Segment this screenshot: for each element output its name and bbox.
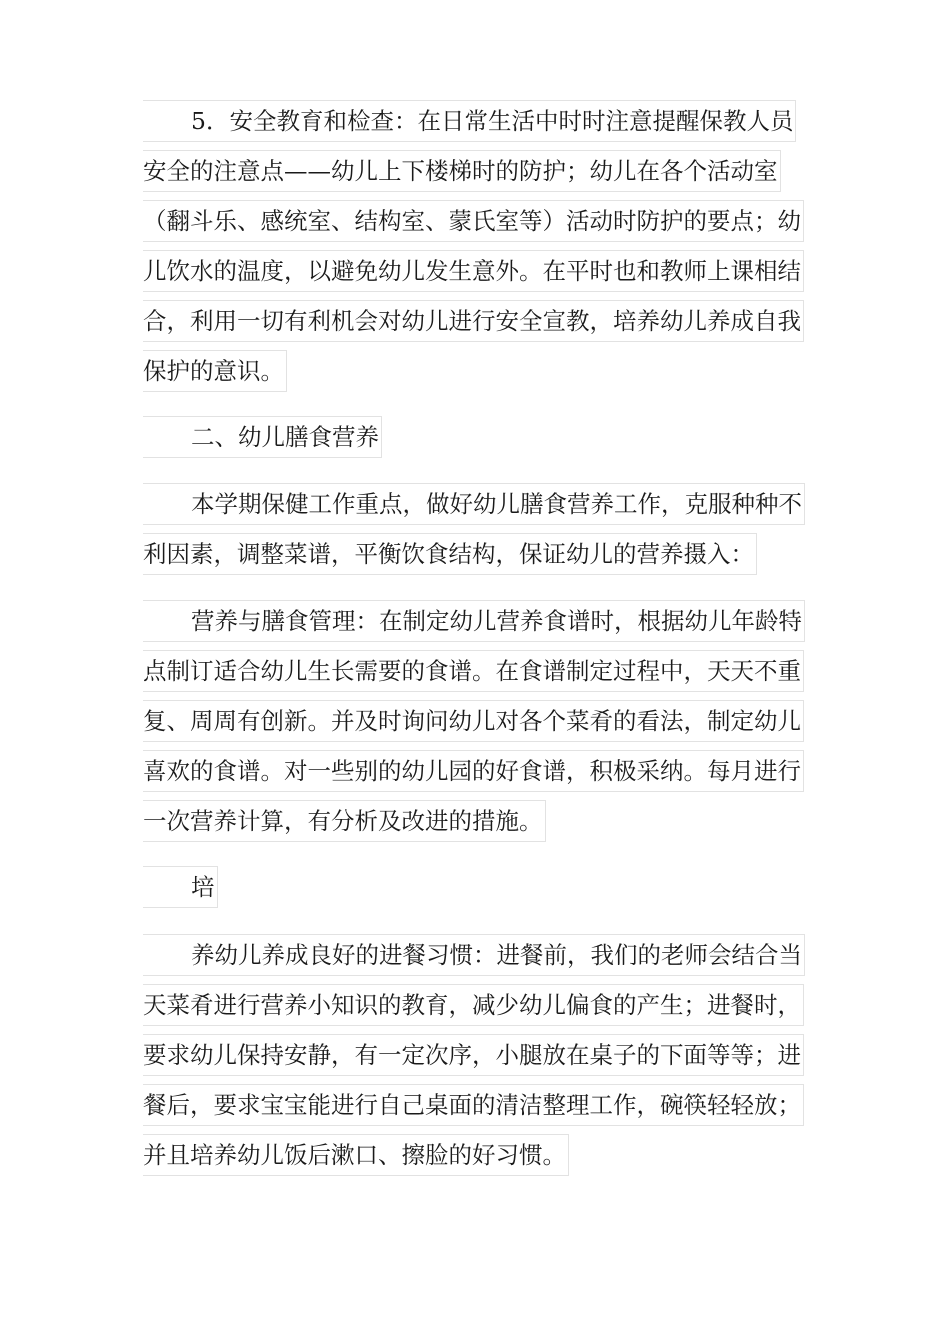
section-heading-nutrition — [143, 412, 823, 462]
text-line: 儿饮水的温度，以避免幼儿发生意外。在平时也和教师上课相结 — [143, 246, 823, 296]
text-line: 点制订适合幼儿生长需要的食谱。在食谱制定过程中，天天不重 — [143, 646, 823, 696]
text-line: 并且培养幼儿饭后漱口、擦脸的好习惯。 — [143, 1130, 823, 1180]
paragraph-nutrition-focus — [143, 479, 823, 579]
text-line: 餐后，要求宝宝能进行自己桌面的清洁整理工作，碗筷轻轻放； — [143, 1080, 823, 1130]
text-line: 营养与膳食管理：在制定幼儿营养食谱时，根据幼儿年龄特 — [143, 596, 823, 646]
text-line: 本学期保健工作重点，做好幼儿膳食营养工作，克服种种不 — [143, 479, 823, 529]
text-line: 合，利用一切有利机会对幼儿进行安全宣教，培养幼儿养成自我 — [143, 296, 823, 346]
text-line: 养幼儿养成良好的进餐习惯：进餐前，我们的老师会结合当 — [143, 930, 823, 980]
text-line: 保护的意识。 — [143, 346, 823, 396]
paragraph-eating-habits — [143, 930, 823, 1180]
text-line: 安全的注意点——幼儿上下楼梯时的防护；幼儿在各个活动室 — [143, 146, 823, 196]
text-line: （翻斗乐、感统室、结构室、蒙氏室等）活动时防护的要点；幼 — [143, 196, 823, 246]
text-line: 5．安全教育和检查：在日常生活中时时注意提醒保教人员 — [143, 96, 823, 146]
text-line: 培 — [143, 862, 823, 912]
paragraph-fragment — [143, 862, 823, 912]
text-line: 二、幼儿膳食营养 — [143, 412, 823, 462]
paragraph-meal-management — [143, 596, 823, 846]
text-line: 利因素，调整菜谱，平衡饮食结构，保证幼儿的营养摄入： — [143, 529, 823, 579]
text-line: 一次营养计算，有分析及改进的措施。 — [143, 796, 823, 846]
text-line: 天菜肴进行营养小知识的教育，减少幼儿偏食的产生；进餐时， — [143, 980, 823, 1030]
paragraph-safety-education — [143, 96, 823, 396]
text-line: 复、周周有创新。并及时询问幼儿对各个菜肴的看法，制定幼儿 — [143, 696, 823, 746]
text-line: 要求幼儿保持安静，有一定次序，小腿放在桌子的下面等等；进 — [143, 1030, 823, 1080]
text-line: 喜欢的食谱。对一些别的幼儿园的好食谱，积极采纳。每月进行 — [143, 746, 823, 796]
